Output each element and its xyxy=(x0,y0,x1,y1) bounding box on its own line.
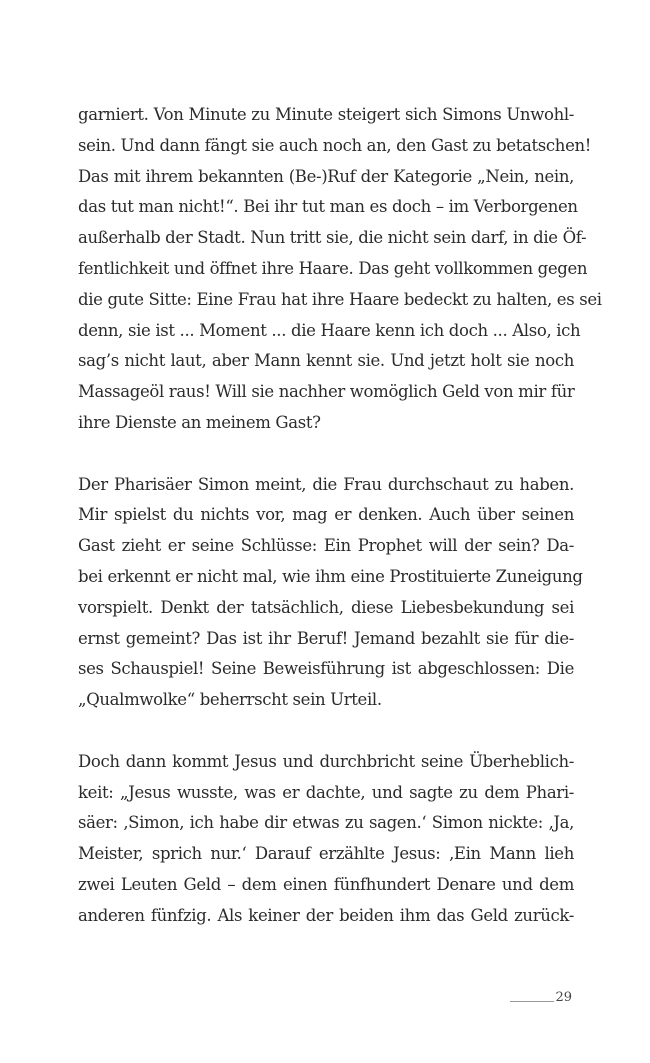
text-line: fentlichkeit und öffnet ihre Haare. Das geht vollkommen gegen xyxy=(78,258,588,278)
footer-rule xyxy=(510,1001,554,1002)
page-footer xyxy=(510,990,572,1005)
text-line: Meister, sprich nur.‘ Darauf erzählte Jesus: ‚Ein Mann lieh xyxy=(78,844,574,864)
text-line: Der Pharisäer Simon meint, die Frau durchschaut zu haben. xyxy=(78,474,574,494)
text-line: „Qualmwolke“ beherrscht sein Urteil. xyxy=(78,690,382,710)
paragraph-2 xyxy=(78,470,583,716)
text-line: sag’s nicht laut, aber Mann kennt sie. Und jetzt holt sie noch xyxy=(78,351,574,371)
text-line: ihre Dienste an meinem Gast? xyxy=(78,412,321,432)
text-line: keit: „Jesus wusste, was er dachte, und sagte zu dem Phari- xyxy=(78,782,574,802)
paragraph-gap xyxy=(78,716,574,747)
text-line: Gast zieht er seine Schlüsse: Ein Prophet will der sein? Da- xyxy=(78,536,574,556)
text-line: sein. Und dann fängt sie auch noch an, den Gast zu betatschen! xyxy=(78,135,592,155)
text-line: anderen fünfzig. Als keiner der beiden ihm das Geld zurück- xyxy=(78,905,574,925)
page-number: 29 xyxy=(555,990,572,1005)
body-text xyxy=(78,100,602,932)
text-line: zwei Leuten Geld – dem einen fünfhundert Denare und dem xyxy=(78,874,574,894)
text-line: bei erkennt er nicht mal, wie ihm eine Prostituierte Zuneigung xyxy=(78,566,583,586)
text-line: Doch dann kommt Jesus und durchbricht seine Überheblich- xyxy=(78,751,574,771)
text-line: garniert. Von Minute zu Minute steigert sich Simons Unwohl- xyxy=(78,105,574,124)
text-line: außerhalb der Stadt. Nun tritt sie, die nicht sein darf, in die Öf- xyxy=(78,228,587,248)
paragraph-3 xyxy=(78,747,574,932)
text-line: vorspielt. Denkt der tatsächlich, diese Liebesbekundung sei xyxy=(78,597,574,617)
text-line: denn, sie ist ... Moment ... die Haare kenn ich doch ... Also, ich xyxy=(78,320,581,340)
paragraph-1 xyxy=(78,100,602,439)
text-line: ses Schauspiel! Seine Beweisführung ist abgeschlossen: Die xyxy=(78,659,574,679)
text-line: die gute Sitte: Eine Frau hat ihre Haare bedeckt zu halten, es sei xyxy=(78,289,602,309)
text-line: Mir spielst du nichts vor, mag er denken. Auch über seinen xyxy=(78,505,574,525)
text-line: Das mit ihrem bekannten (Be-)Ruf der Kategorie „Nein, nein, xyxy=(78,166,574,186)
text-line: ernst gemeint? Das ist ihr Beruf! Jemand bezahlt sie für die- xyxy=(78,628,574,648)
text-line: Massageöl raus! Will sie nachher womöglich Geld von mir für xyxy=(78,382,575,402)
text-line: säer: ‚Simon, ich habe dir etwas zu sagen.‘ Simon nickte: ‚Ja, xyxy=(78,813,574,833)
paragraph-gap xyxy=(78,439,574,470)
text-line: das tut man nicht!“. Bei ihr tut man es doch – im Verborgenen xyxy=(78,197,578,217)
